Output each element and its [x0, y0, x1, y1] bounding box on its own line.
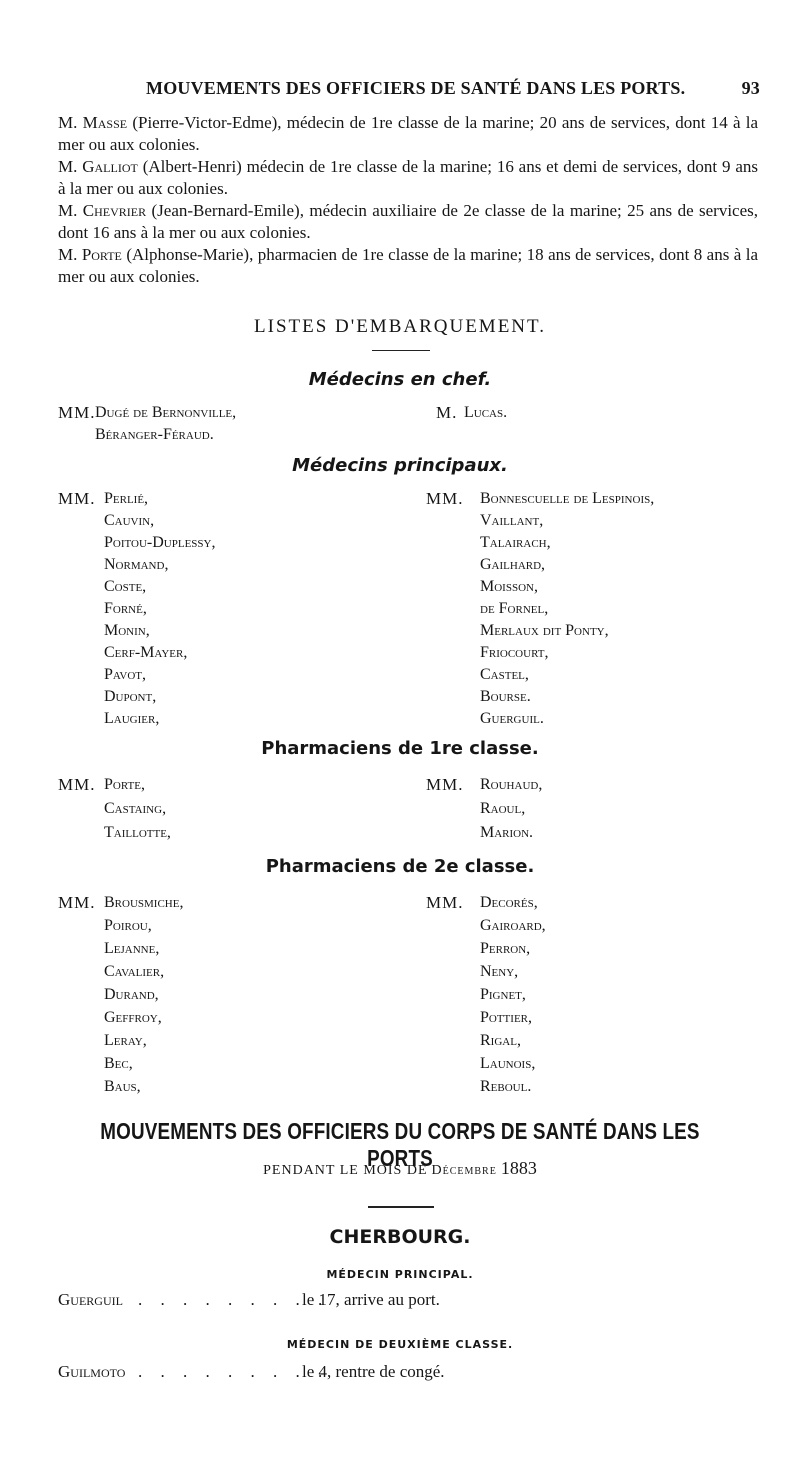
list-item: Lucas.: [464, 404, 508, 421]
list-item: Pavot,: [104, 666, 147, 683]
list-item: Vaillant,: [480, 512, 544, 529]
list-item: Launois,: [480, 1055, 536, 1072]
list-item: Normand,: [104, 556, 169, 573]
list-item: Dupont,: [104, 688, 157, 705]
list-item: Perron,: [480, 940, 531, 957]
list-item: Pottier,: [480, 1009, 532, 1026]
mouvements-title: MOUVEMENTS DES OFFICIERS DU CORPS DE SANTÉ DANS LES PORTS: [100, 1118, 700, 1171]
mm-label: MM.: [58, 403, 96, 422]
list-item: Béranger-Féraud.: [95, 426, 214, 443]
list-item: Cavalier,: [104, 963, 165, 980]
person-name: Masse: [82, 113, 128, 132]
list-item: Cerf-Mayer,: [104, 644, 188, 661]
list-item: Porte,: [104, 776, 145, 793]
leader-dots: . . . . . . . . .: [138, 1290, 330, 1309]
list-item: Marion.: [480, 824, 534, 841]
person-name: Guerguil: [58, 1290, 123, 1309]
list-item: Poitou-Duplessy,: [104, 534, 216, 551]
list-item: Moisson,: [480, 578, 538, 595]
section-heading-pharmaciens-1: Pharmaciens de 1re classe.: [261, 738, 539, 759]
running-head-title: MOUVEMENTS DES OFFICIERS DE SANTÉ DANS LES PORTS.: [146, 78, 686, 98]
mm-label: MM.: [426, 893, 464, 912]
list-item: Dugé de Bernonville,: [95, 404, 237, 421]
movement-text: le 17, arrive au port.: [302, 1290, 440, 1309]
list-item: Rouhaud,: [480, 776, 543, 793]
list-item: de Fornel,: [480, 600, 549, 617]
movement-entry: [58, 1290, 440, 1310]
list-item: Pignet,: [480, 986, 526, 1003]
divider: [372, 350, 430, 351]
person-name: Chevrier: [82, 201, 147, 220]
divider: [368, 1206, 434, 1208]
rank-heading: MÉDECIN DE DEUXIÈME CLASSE.: [286, 1338, 514, 1351]
rank-heading: MÉDECIN PRINCIPAL.: [326, 1268, 474, 1281]
list-item: Lejanne,: [104, 940, 160, 957]
paragraph-galliot: M. Galliot (Albert-Henri) médecin de 1re classe de la marine; 16 ans et demi de services, dont 9 ans à la mer ou aux colonies.: [58, 157, 759, 198]
city-heading: CHERBOURG.: [329, 1226, 471, 1248]
list-item: Bec,: [104, 1055, 133, 1072]
person-name: Guilmoto: [58, 1362, 126, 1381]
list-item: Laugier,: [104, 710, 160, 727]
list-item: Talairach,: [480, 534, 551, 551]
list-item: Forné,: [104, 600, 147, 617]
list-item: Neny,: [480, 963, 519, 980]
list-item: Gailhard,: [480, 556, 546, 573]
section-heading-medecins-principaux: Médecins principaux.: [292, 455, 508, 476]
list-item: Merlaux dit Ponty,: [480, 622, 609, 639]
mouvements-subtitle: PENDANT LE MOIS DE Décembre 1883: [263, 1158, 537, 1178]
person-name: Porte: [81, 245, 122, 264]
list-item: Poirou,: [104, 917, 152, 934]
list-item: Bonnescuelle de Lespinois,: [480, 490, 655, 507]
list-item: Decorés,: [480, 894, 538, 911]
mm-label: MM.: [58, 489, 96, 508]
mm-label: M.: [436, 403, 458, 422]
list-item: Cauvin,: [104, 512, 155, 529]
list-item: Monin,: [104, 622, 150, 639]
list-item: Friocourt,: [480, 644, 549, 661]
paragraph-chevrier: M. Chevrier (Jean-Bernard-Emile), médecin auxiliaire de 2e classe de la marine; 25 ans de services, dont 16 ans à la mer ou aux colonies.: [58, 201, 758, 242]
section-heading-medecins-chef: Médecins en chef.: [308, 369, 492, 390]
list-item: Rigal,: [480, 1032, 521, 1049]
list-item: Castel,: [480, 666, 529, 683]
list-item: Durand,: [104, 986, 159, 1003]
list-item: Bourse.: [480, 688, 531, 705]
list-item: Guerguil.: [480, 710, 544, 727]
paragraph-masse: M. Masse (Pierre-Victor-Edme), médecin de 1re classe de la marine; 20 ans de services, dont 14 à la mer ou aux colonies.: [58, 113, 759, 154]
mm-label: MM.: [426, 489, 464, 508]
list-item: Reboul.: [480, 1078, 532, 1095]
list-item: Raoul,: [480, 800, 526, 817]
list-item: Gairoard,: [480, 917, 546, 934]
listes-title: LISTES D'EMBARQUEMENT.: [254, 316, 546, 337]
paragraph-porte: M. Porte (Alphonse-Marie), pharmacien de 1re classe de la marine; 18 ans de services, dont 8 ans à la mer ou aux colonies.: [58, 245, 759, 286]
section-heading-pharmaciens-2: Pharmaciens de 2e classe.: [265, 856, 535, 877]
list-item: Coste,: [104, 578, 147, 595]
movement-entry: [58, 1362, 445, 1382]
list-item: Perlié,: [104, 490, 149, 507]
person-name: Galliot: [82, 157, 138, 176]
list-item: Brousmiche,: [104, 894, 184, 911]
page-number: 93: [741, 78, 760, 98]
list-item: Leray,: [104, 1032, 147, 1049]
movement-text: le 4, rentre de congé.: [302, 1362, 445, 1381]
mm-label: MM.: [426, 775, 464, 794]
list-item: Baus,: [104, 1078, 141, 1095]
mm-label: MM.: [58, 893, 96, 912]
list-item: Castaing,: [104, 800, 167, 817]
list-item: Geffroy,: [104, 1009, 162, 1026]
running-head: [58, 78, 760, 104]
list-item: Taillotte,: [104, 824, 171, 841]
mm-label: MM.: [58, 775, 96, 794]
leader-dots: . . . . . . . . .: [138, 1362, 330, 1381]
